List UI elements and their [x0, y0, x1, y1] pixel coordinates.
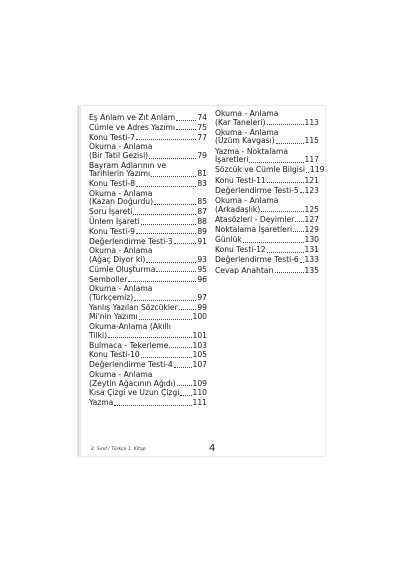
toc-entry [89, 238, 207, 247]
toc-entry-last-line [89, 332, 207, 341]
dot-leader [179, 309, 197, 310]
dot-leader [114, 405, 191, 406]
toc-entry-last-line [215, 187, 319, 196]
toc-entry-last-line [89, 294, 207, 303]
toc-entry-page: 97 [197, 292, 207, 302]
dot-leader [149, 158, 196, 159]
toc-entry-title: Değerlendirme Testi-6 [215, 255, 299, 265]
toc-entry [89, 180, 207, 189]
dot-leader [151, 176, 196, 177]
dot-leader [293, 231, 303, 232]
toc-entry-last-line [89, 361, 207, 370]
toc-entry [89, 134, 207, 143]
dot-leader [141, 224, 197, 225]
toc-entry [89, 143, 207, 160]
toc-entry-page: 87 [197, 207, 207, 217]
toc-entry [215, 165, 325, 175]
dot-leader [261, 211, 303, 212]
dot-leader [141, 357, 192, 358]
toc-entry-title: Atasözleri - Deyimler [215, 214, 295, 224]
dot-leader [169, 347, 191, 348]
toc-entry-title-line: Yazma - Noktalama [215, 146, 289, 156]
toc-entry-page: 125 [304, 204, 319, 214]
toc-entry-page: 135 [304, 265, 319, 275]
toc-entry-last-line [215, 137, 319, 146]
toc-entry-page: 105 [192, 350, 207, 360]
toc-entry-page: 81 [197, 169, 207, 179]
dot-leader [176, 120, 196, 121]
toc-entry-last-line [215, 246, 319, 255]
dot-leader [275, 272, 304, 273]
toc-entry-title: Tilki) [89, 330, 108, 340]
toc-entry-title: Yazma [89, 398, 114, 408]
toc-entry [89, 323, 207, 340]
toc-entry-title-line: Okuma - Anlama [215, 127, 279, 137]
toc-entry-page: 113 [304, 117, 319, 127]
toc-entry-title: Konu Testi-12 [215, 245, 266, 255]
toc-entry-last-line [89, 342, 207, 351]
toc-entry-title-line: Okuma - Anlama [89, 142, 153, 152]
dot-leader [128, 281, 196, 282]
toc-entry-last-line [89, 380, 207, 389]
toc-entry [89, 361, 207, 370]
dot-leader [154, 204, 196, 205]
toc-entry-title: Değerlendirme Testi-5 [215, 185, 299, 195]
toc-entry [215, 177, 319, 186]
toc-entry-page: 101 [192, 330, 207, 340]
dot-leader [177, 385, 192, 386]
dot-leader [174, 367, 192, 368]
toc-entry [215, 246, 319, 255]
toc-entry [89, 228, 207, 237]
toc-entry-page: 131 [304, 245, 319, 255]
toc-entry-page: 83 [197, 179, 207, 189]
toc-entry-page: 103 [192, 340, 207, 350]
toc-right-column [215, 109, 325, 277]
toc-entry [89, 304, 207, 313]
toc-entry-last-line [215, 267, 319, 276]
toc-entry-last-line [89, 238, 207, 247]
toc-entry-last-line [89, 266, 207, 275]
toc-entry-last-line [89, 208, 207, 217]
toc-entry-last-line [215, 206, 319, 215]
toc-entry-title-line: Okuma - Anlama [215, 109, 279, 118]
toc-entry-last-line [215, 177, 319, 186]
page-number: 4 [209, 443, 216, 454]
toc-entry-title: Konu Testi-8 [89, 179, 135, 189]
dot-leader [139, 319, 192, 320]
toc-entry-last-line [89, 124, 207, 133]
toc-entry [89, 313, 207, 322]
toc-entry-last-line [89, 389, 207, 398]
toc-entry-last-line [89, 256, 207, 265]
toc-entry-page: 109 [192, 378, 207, 388]
toc-entry-page: 95 [197, 264, 207, 274]
toc-entry-last-line [89, 313, 207, 322]
toc-entry-last-line [215, 119, 319, 128]
toc-entry [215, 129, 319, 146]
toc-entry-page: 127 [304, 214, 319, 224]
toc-entry-title: (Kar Taneleri) [215, 117, 266, 127]
toc-entry-title-line: Okuma - Anlama [215, 195, 279, 205]
toc-left-column [89, 114, 207, 409]
toc-entry [215, 197, 319, 214]
toc-entry-last-line [215, 236, 319, 245]
page-edge-shade [79, 106, 81, 456]
toc-entry [215, 226, 319, 235]
dot-leader [300, 192, 304, 193]
toc-entry [215, 187, 319, 196]
dot-leader [176, 129, 196, 130]
toc-entry [89, 266, 207, 275]
toc-entry [215, 110, 319, 127]
dot-leader [180, 395, 191, 396]
toc-entry [89, 399, 207, 408]
toc-entry-page: 91 [197, 236, 207, 246]
toc-entry [89, 218, 207, 227]
toc-entry-title: (Bir Tatil Gezisi) [89, 150, 149, 160]
toc-entry-title: İşaretleri [215, 155, 249, 165]
toc-entry [215, 216, 319, 225]
toc-entry-title: Kısa Çizgi ve Uzun Çizgi [89, 388, 180, 398]
toc-entry [89, 371, 207, 388]
toc-entry-page: 117 [304, 155, 319, 165]
toc-entry-last-line [89, 304, 207, 313]
toc-entry [89, 285, 207, 302]
toc-entry-page: 123 [304, 185, 319, 195]
toc-entry [89, 190, 207, 207]
toc-entry-title: Konu Testi-10 [89, 350, 140, 360]
toc-entry-title-line: Okuma - Anlama [89, 284, 153, 294]
toc-entry-page: 99 [197, 302, 207, 312]
toc-entry-title: Cümle Oluşturma [89, 264, 156, 274]
toc-entry-last-line [89, 276, 207, 285]
toc-entry-page: 121 [304, 175, 319, 185]
toc-entry-last-line [89, 228, 207, 237]
toc-entry-last-line [89, 218, 207, 227]
toc-entry-last-line [89, 180, 207, 189]
toc-entry-page: 115 [304, 136, 319, 146]
toc-entry-title: Cevap Anahtarı [215, 265, 274, 275]
toc-entry-title: Yanlış Yazılan Sözcükler [89, 302, 178, 312]
toc-entry-title: Ünlem İşareti [89, 217, 140, 227]
toc-entry-last-line [89, 198, 207, 207]
toc-entry-last-line [215, 216, 319, 225]
dot-leader [146, 262, 196, 263]
toc-entry-title: (Üzüm Kavgası) [215, 136, 275, 146]
toc-entry-last-line [89, 399, 207, 408]
dot-leader [267, 182, 304, 183]
toc-entry [89, 208, 207, 217]
toc-entry-title: Cümle ve Adres Yazımı [89, 122, 176, 132]
toc-entry-title: Konu Testi-9 [89, 226, 135, 236]
toc-entry-title: Eş Anlam ve Zıt Anlam [89, 113, 176, 122]
toc-entry-title: Soru İşareti [89, 207, 133, 217]
toc-entry-title: (Türkçemiz) [89, 292, 134, 302]
toc-entry-page: 77 [197, 132, 207, 142]
toc-entry [89, 162, 207, 179]
book-footer: 2. Sınıf / Türkçe 1. Kitap [91, 447, 146, 452]
dot-leader [134, 300, 196, 301]
toc-entry [89, 351, 207, 360]
toc-entry-title: (Arkadaşlık) [215, 204, 261, 214]
toc-entry-title: Konu Testi-11 [215, 175, 266, 185]
toc-entry-last-line [215, 156, 319, 165]
dot-leader [156, 271, 196, 272]
toc-entry-title: Semboller [89, 274, 128, 284]
dot-leader [276, 143, 304, 144]
dot-leader [306, 172, 309, 173]
dot-leader [300, 262, 304, 263]
toc-entry-page: 93 [197, 254, 207, 264]
toc-entry-page: 130 [304, 235, 319, 245]
dot-leader [267, 252, 304, 253]
toc-entry-title: Tarihlerin Yazımı [89, 169, 151, 179]
toc-entry-title: Sözcük ve Cümle Bilgisi [215, 165, 305, 175]
dot-leader [295, 221, 303, 222]
toc-entry-title-line: Okuma - Anlama [89, 188, 153, 198]
toc-entry-page: 107 [192, 360, 207, 370]
toc-entry-page: 133 [304, 255, 319, 265]
toc-entry [215, 236, 319, 245]
toc-entry [89, 342, 207, 351]
toc-entry-last-line [89, 170, 207, 179]
toc-entry-title: Mi'nin Yazımı [89, 312, 138, 322]
toc-entry-title-line: Okuma - Anlama [89, 369, 153, 379]
toc-entry [215, 148, 319, 165]
dot-leader [249, 162, 303, 163]
toc-entry-last-line [89, 152, 207, 161]
toc-entry [89, 124, 207, 133]
toc-entry-page: 100 [192, 312, 207, 322]
toc-entry-title: Günlük [215, 235, 242, 245]
dot-leader [243, 242, 304, 243]
toc-entry [89, 114, 207, 123]
toc-entry-page: 85 [197, 197, 207, 207]
toc-entry-title: Değerlendirme Testi-4 [89, 360, 173, 370]
toc-entry-title-line: Okuma-Anlama (Akıllı [89, 322, 171, 332]
dot-leader [267, 124, 304, 125]
toc-entry-page: 74 [197, 113, 207, 122]
dot-leader [108, 337, 191, 338]
toc-entry-title-line: Bayram Adlarının ve [89, 160, 167, 170]
toc-entry-last-line [215, 256, 319, 265]
book-page [78, 106, 325, 456]
toc-entry-page: 79 [197, 150, 207, 160]
toc-entry-page: 96 [197, 274, 207, 284]
toc-entry-title: (Ağaç Diyor ki) [89, 254, 146, 264]
toc-entry-page: 88 [197, 217, 207, 227]
toc-entry-page: 119 [309, 165, 325, 175]
dot-leader [136, 139, 196, 140]
dot-leader [136, 186, 196, 187]
toc-entry-page: 129 [304, 224, 319, 234]
toc-entry-last-line [89, 114, 207, 123]
toc-entry-last-line [215, 226, 319, 235]
toc-entry-last-line [215, 165, 325, 175]
toc-entry-title-line: Okuma - Anlama [89, 246, 153, 256]
toc-entry-page: 111 [192, 398, 207, 408]
toc-entry-page: 75 [197, 122, 207, 132]
toc-entry [89, 389, 207, 398]
dot-leader [133, 214, 196, 215]
toc-entry-last-line [89, 134, 207, 143]
toc-entry [215, 267, 319, 276]
toc-entry-page: 110 [192, 388, 207, 398]
toc-entry-title: (Zeytin Ağacının Ağıdı) [89, 378, 176, 388]
toc-entry-page: 89 [197, 226, 207, 236]
dot-leader [174, 243, 197, 244]
toc-entry [215, 256, 319, 265]
dot-leader [136, 233, 196, 234]
toc-entry-title: Konu Testi-7 [89, 132, 135, 142]
toc-entry-last-line [89, 351, 207, 360]
toc-entry-title: Değerlendirme Testi-3 [89, 236, 173, 246]
toc-entry [89, 247, 207, 264]
toc-entry-title: Noktalama İşaretleri [215, 224, 293, 234]
toc-entry [89, 276, 207, 285]
toc-entry-title: (Kazan Doğurdu) [89, 197, 154, 207]
toc-entry-title: Bulmaca - Tekerleme [89, 340, 169, 350]
